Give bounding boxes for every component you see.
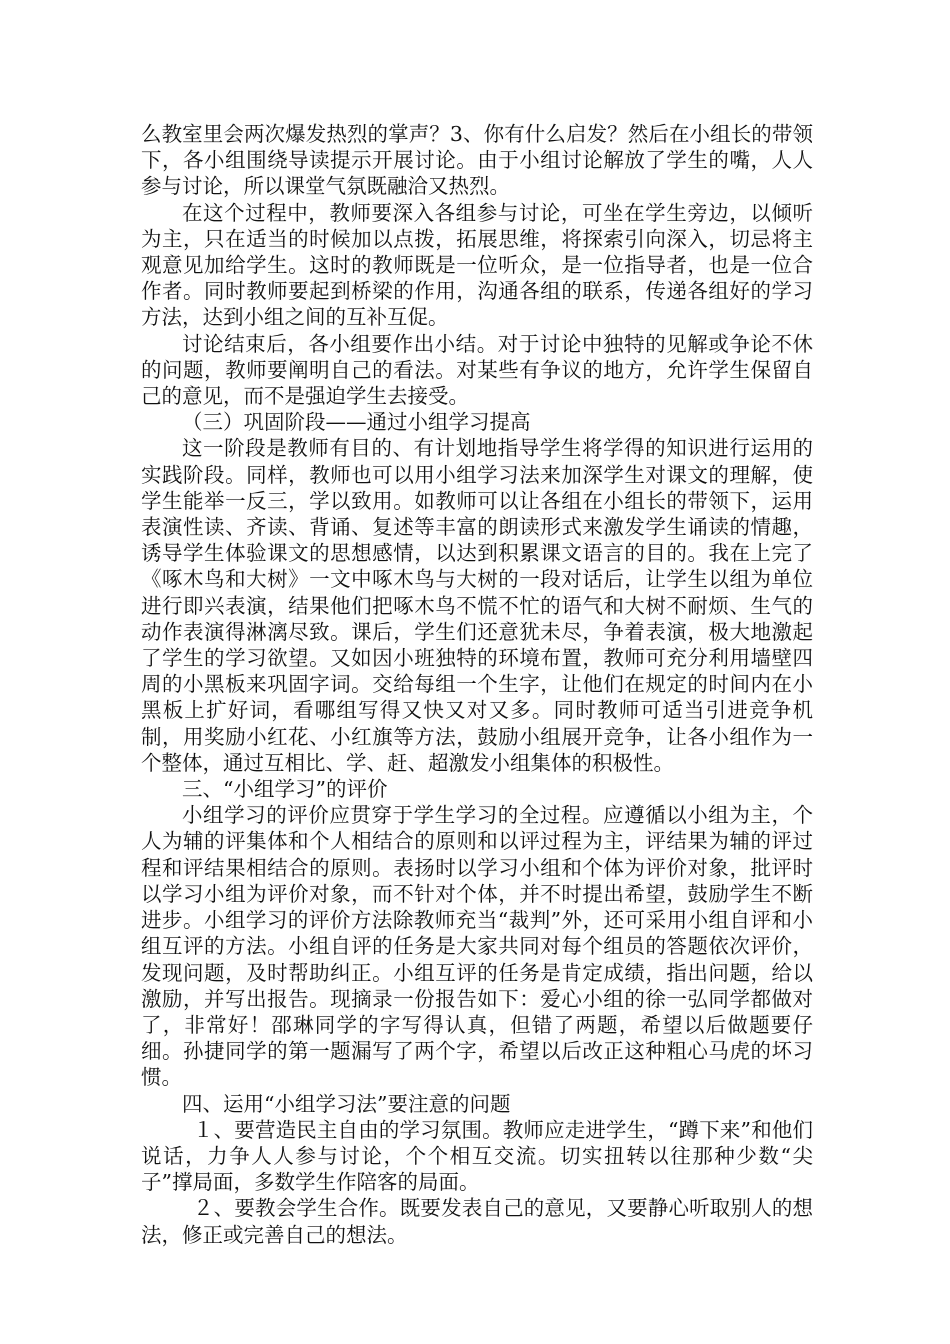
- section-heading-consolidation: （三）巩固阶段——通过小组学习提高: [182, 410, 531, 435]
- paragraph-teacher-role: 在这个过程中，教师要深入各组参与讨论，可坐在学生旁边，以倾听为主，只在适当的时候加以点拨，拓展思维，将探索引向深入，切忌将主观意见加给学生。这时的教师既是一位听众，是一位指导者，也是一位合作者。同时教师要起到桥梁的作用，沟通各组的联系，传递各组好的学习方法，达到小组之间的互补互促。: [141, 200, 813, 330]
- paragraph-consolidation-stage: 这一阶段是教师有目的、有计划地指导学生将学得的知识进行运用的实践阶段。同样，教师也可以用小组学习法来加深学生对课文的理解，使学生能举一反三，学以致用。如教师可以让各组在小组长的带领下，运用表演性读、齐读、背诵、复述等丰富的朗读形式来激发学生诵读的情趣，诱导学生体验课文的思想感情，以达到积累课文语言的目的。我在上完了《啄木鸟和大树》一文中啄木鸟与大树的一段对话后，让学生以组为单位进行即兴表演，结果他们把啄木鸟不慌不忙的语气和大树不耐烦、生气的动作表演得淋漓尽致。课后，学生们还意犹未尽，争着表演，极大地激起了学生的学习欲望。又如因小班独特的环境布置，教师可充分利用墙壁四周的小黑板来巩固字词。交给每组一个生字，让他们在规定的时间内在小黑板上扩好词，看哪组写得又快又对又多。同时教师可适当引进竞争机制，用奖励小红花、小红旗等方法，鼓励小组展开竞争，让各小组作为一个整体，通过互相比、学、赶、超激发小组集体的积极性。: [141, 436, 813, 775]
- paragraph-issue-2: ２、要教会学生合作。既要发表自己的意见，又要静心听取别人的想法，修正或完善自己的想法。: [141, 1196, 813, 1247]
- paragraph-evaluation: 小组学习的评价应贯穿于学生学习的全过程。应遵循以小组为主，个人为辅的评集体和个人相结合的原则和以评过程为主，评结果为辅的评过程和评结果相结合的原则。表扬时以学习小组和个体为评价对象，批评时以学习小组为评价对象，而不针对个体，并不时提出希望，鼓励学生不断进步。小组学习的评价方法除教师充当“裁判”外，还可采用小组自评和小组互评的方法。小组自评的任务是大家共同对每个组员的答题依次评价，发现问题，及时帮助纠正。小组互评的任务是肯定成绩，指出问题，给以激励，并写出报告。现摘录一份报告如下：爱心小组的徐一弘同学都做对了，非常好！邵琳同学的字写得认真，但错了两题，希望以后做题要仔细。孙捷同学的第一题漏写了两个字，希望以后改正这种粗心马虎的坏习惯。: [141, 803, 813, 1090]
- paragraph-continuation: 么教室里会两次爆发热烈的掌声？3、你有什么启发？然后在小组长的带领下，各小组围绕导读提示开展讨论。由于小组讨论解放了学生的嘴，人人参与讨论，所以课堂气氛既融洽又热烈。: [141, 122, 813, 199]
- paragraph-issue-1: １、要营造民主自由的学习氛围。教师应走进学生，“蹲下来”和他们说话，力争人人参与讨论，个个相互交流。切实扭转以往那种少数“尖子”撑局面，多数学生作陪客的局面。: [141, 1117, 813, 1195]
- paragraph-discussion-summary: 讨论结束后，各小组要作出小结。对于讨论中独特的见解或争论不休的问题，教师要阐明自己的看法。对某些有争议的地方，允许学生保留自己的意见，而不是强迫学生去接受。: [141, 331, 813, 409]
- section-heading-issues: 四、运用“小组学习法”要注意的问题: [182, 1091, 511, 1116]
- document-page: [141, 121, 813, 1248]
- section-heading-evaluation: 三、“小组学习”的评价: [182, 777, 388, 802]
